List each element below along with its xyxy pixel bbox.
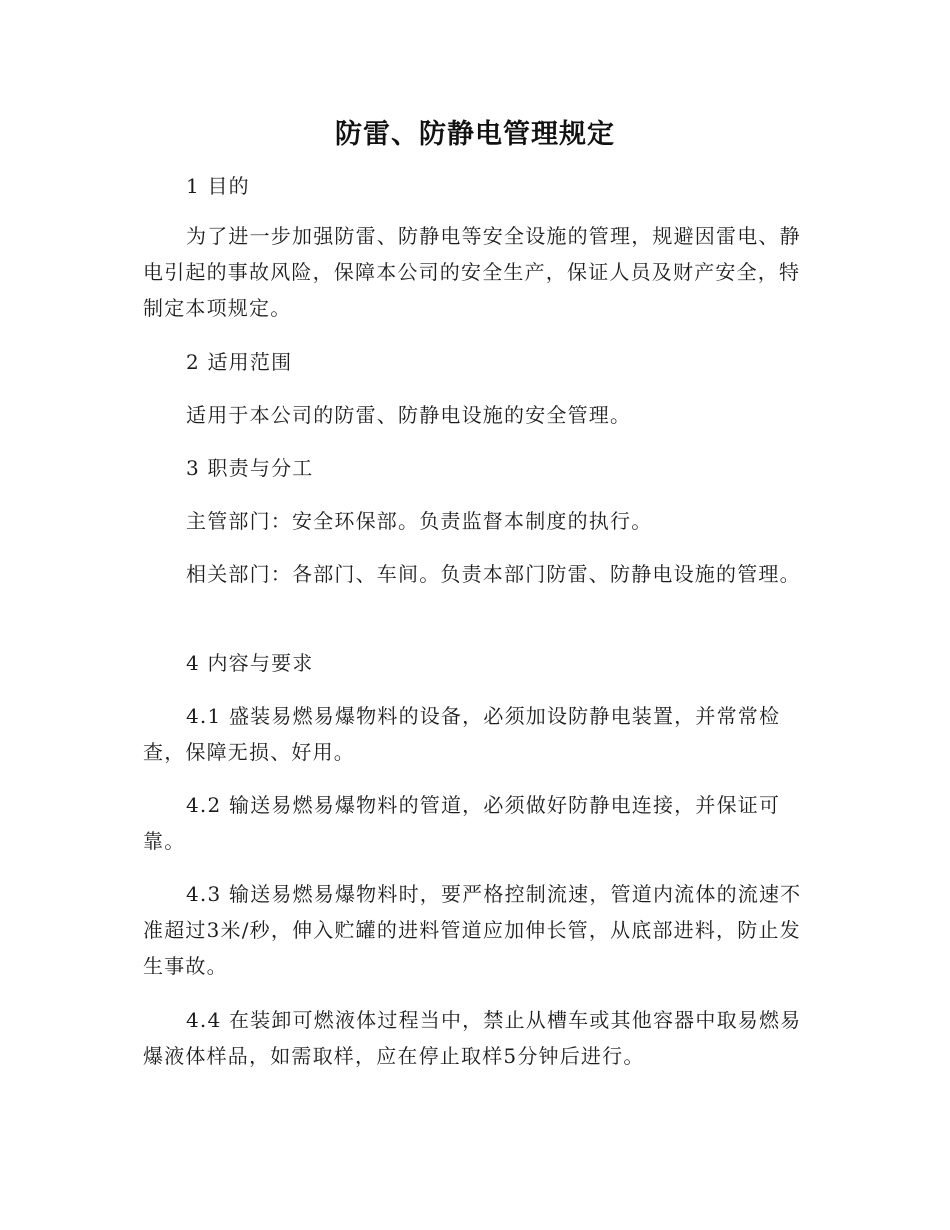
paragraph-requirement-4-3: 4.3 输送易燃易爆物料时，要严格控制流速，管道内流体的流速不准超过3米/秒，伸入贮罐的进料管道应加伸长管，从底部进料，防止发生事故。 [143,882,802,978]
section-heading-responsibilities: 3 职责与分工 [186,456,314,480]
section-heading-requirements: 4 内容与要求 [186,651,314,675]
paragraph-main-department: 主管部门：安全环保部。负责监督本制度的执行。 [186,509,653,533]
document-title: 防雷、防静电管理规定 [335,119,615,150]
paragraph-requirement-4-4: 4.4 在装卸可燃液体过程当中，禁止从槽车或其他容器中取易燃易爆液体样品，如需取样，应在停止取样5分钟后进行。 [143,1008,802,1068]
section-heading-scope: 2 适用范围 [186,350,293,374]
paragraph-scope: 适用于本公司的防雷、防静电设施的安全管理。 [186,403,632,427]
paragraph-purpose: 为了进一步加强防雷、防静电等安全设施的管理，规避因雷电、静电引起的事故风险，保障本公司的安全生产，保证人员及财产安全，特制定本项规定。 [143,224,801,320]
paragraph-requirement-4-2: 4.2 输送易燃易爆物料的管道，必须做好防静电连接，并保证可靠。 [143,793,781,853]
paragraph-requirement-4-1: 4.1 盛装易燃易爆物料的设备，必须加设防静电装置，并常常检查，保障无损、好用。 [143,704,781,764]
paragraph-related-departments: 相关部门：各部门、车间。负责本部门防雷、防静电设施的管理。 [186,562,801,586]
section-heading-purpose: 1 目的 [186,174,250,198]
